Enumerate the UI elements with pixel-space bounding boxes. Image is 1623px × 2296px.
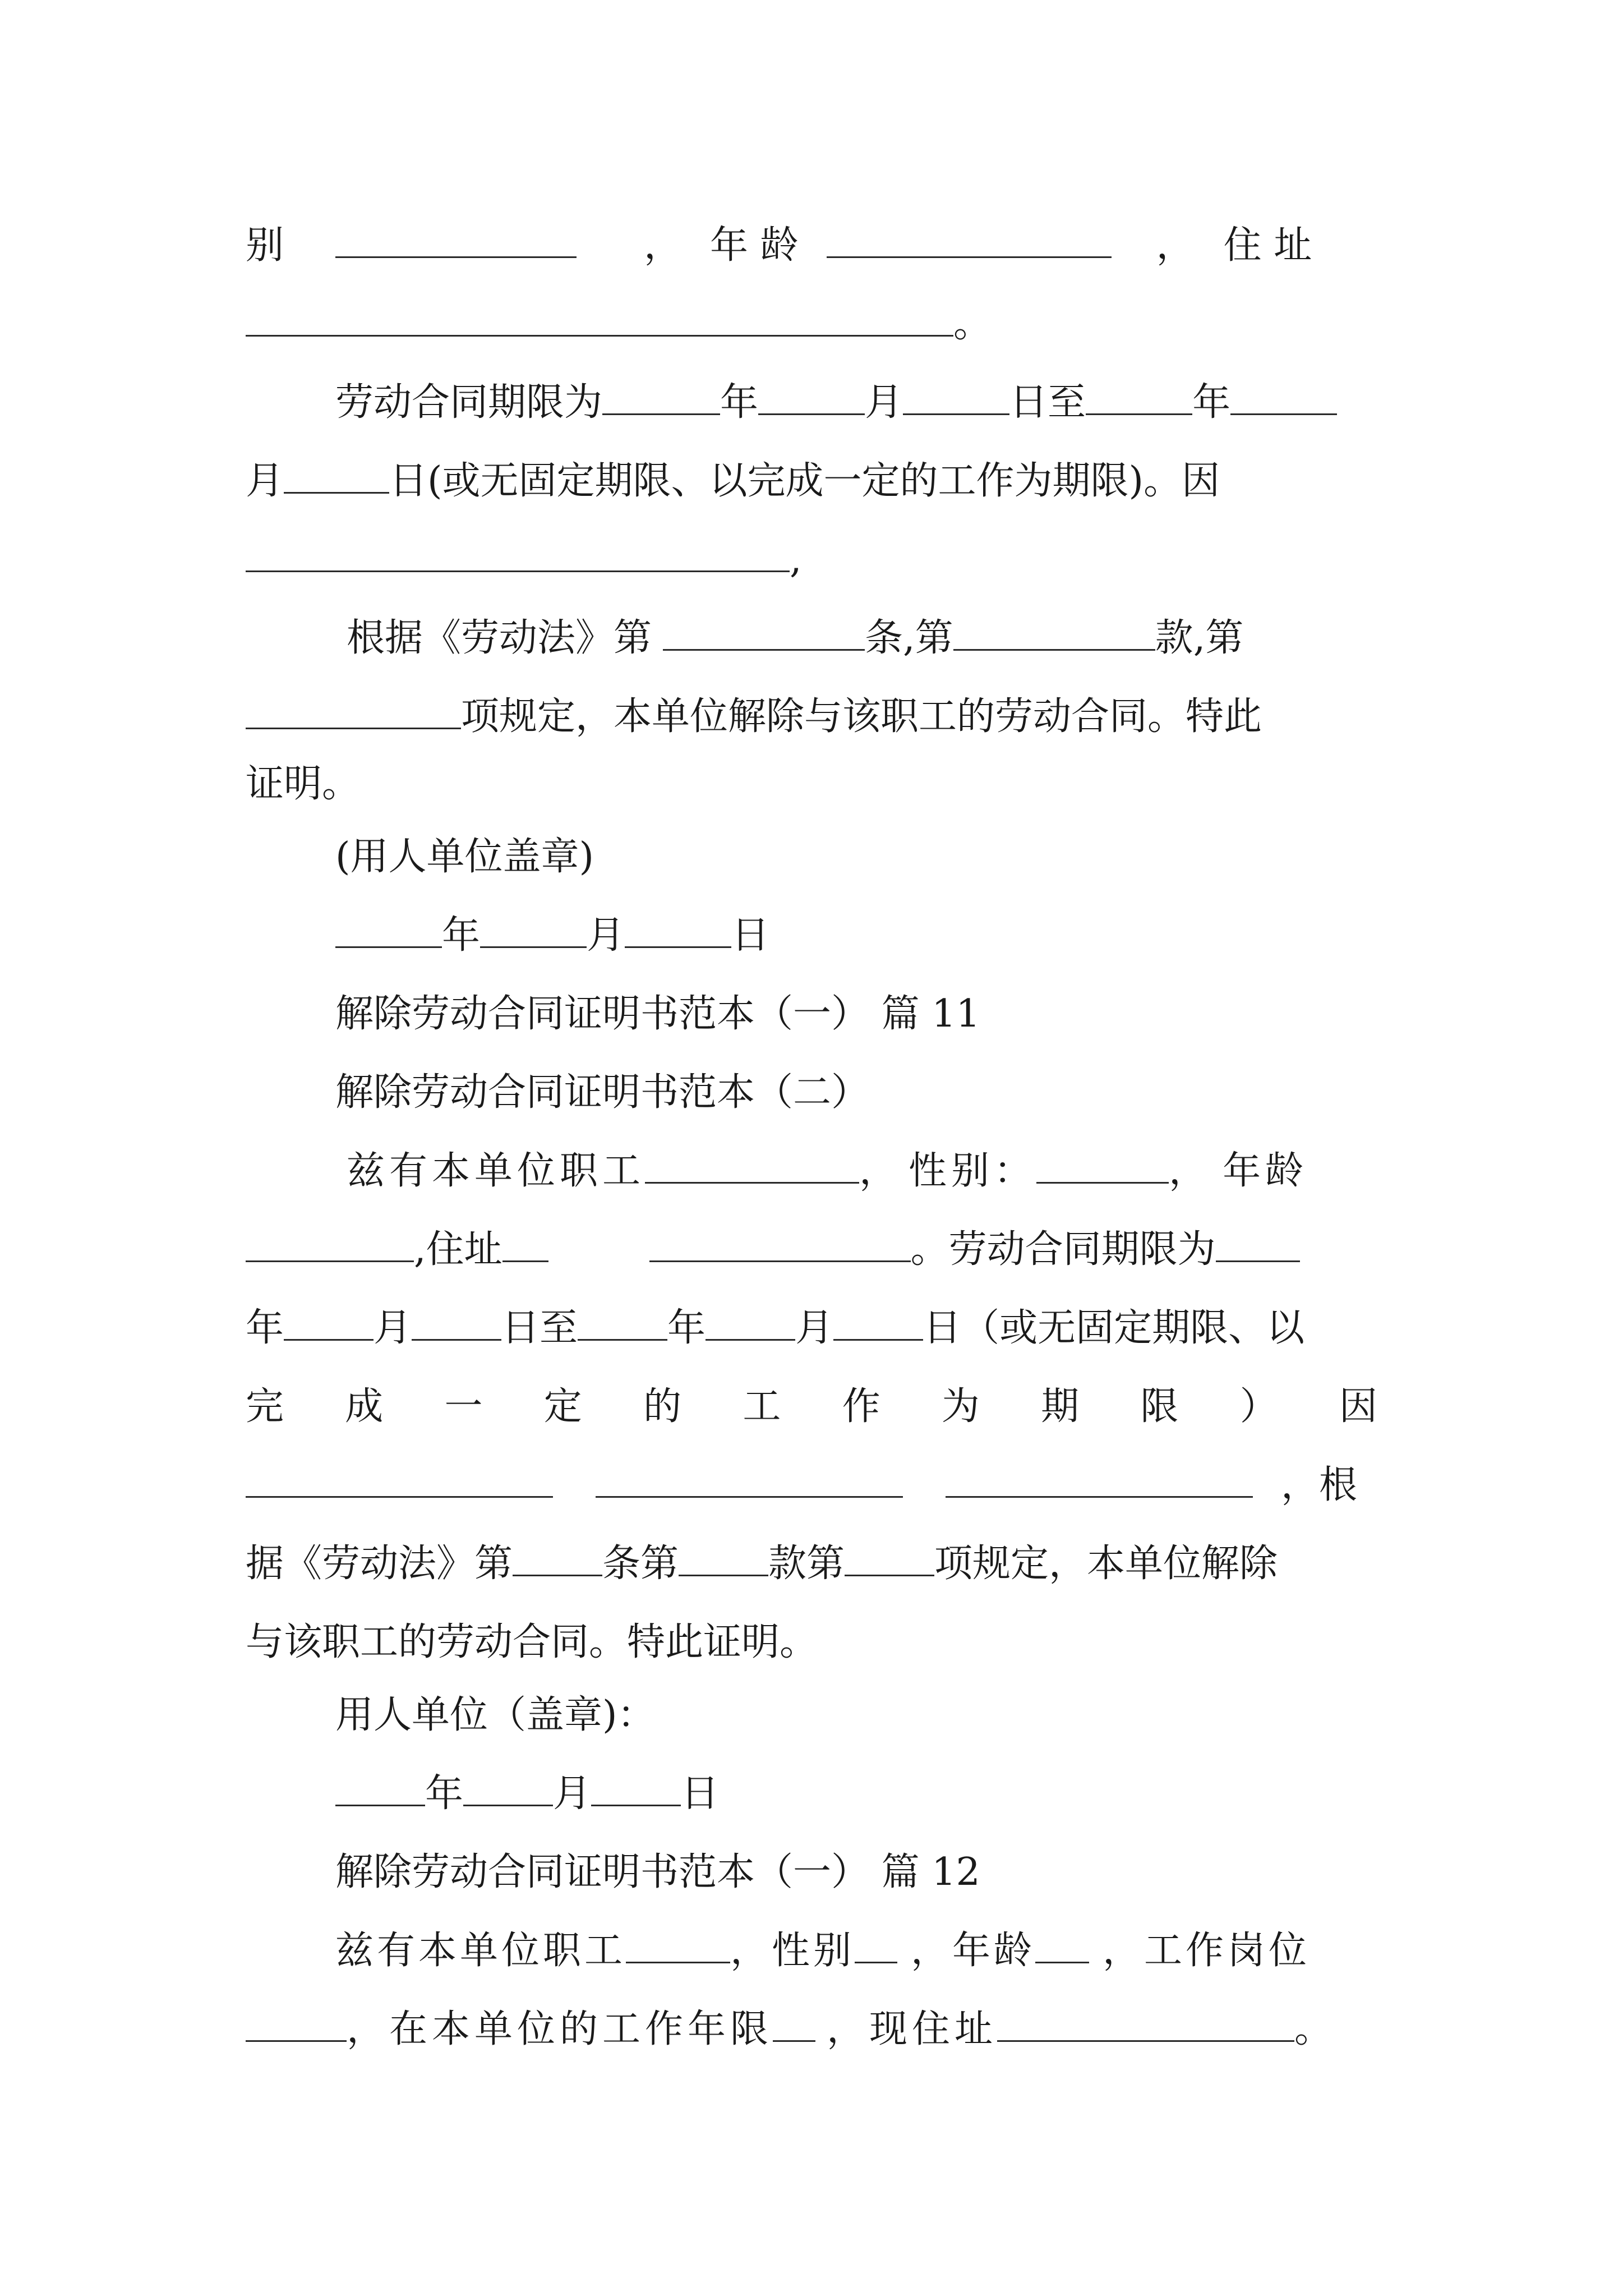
blank-start-year-2[interactable] xyxy=(1216,1225,1300,1262)
blank-date2-day[interactable] xyxy=(591,1769,681,1806)
char-yin: 因 xyxy=(1339,1384,1377,1429)
text-comma-en-2: , xyxy=(903,616,915,660)
char-wei: 为 xyxy=(941,1384,980,1429)
text-seal-1: (用人单位盖章) xyxy=(335,835,594,879)
blank-reason-2a[interactable] xyxy=(246,1460,553,1498)
blank-article-2[interactable] xyxy=(513,1539,602,1576)
text-xianzhuzhi: ，现住址 xyxy=(827,2007,998,2051)
blank-age-2[interactable] xyxy=(246,1225,414,1262)
text-nianling-2: ，年龄 xyxy=(911,1929,1036,1973)
text-tiao: 条 xyxy=(865,616,903,660)
line-law xyxy=(347,605,1243,672)
blank-start-month[interactable] xyxy=(758,378,865,415)
blank-gender-3[interactable] xyxy=(855,1926,897,1963)
line-certify-2 xyxy=(246,1609,818,1676)
blank-reason-2c[interactable] xyxy=(946,1460,1253,1498)
blank-address-3[interactable] xyxy=(997,2004,1294,2042)
char-cheng: 成 xyxy=(345,1384,384,1429)
text-qixian-wei: 。劳动合同期限为 xyxy=(910,1227,1216,1272)
text-gen: ，根 xyxy=(1281,1463,1358,1507)
text-nian-3: 年 xyxy=(442,913,481,958)
line-reason xyxy=(246,526,802,593)
line-item-rule xyxy=(246,683,1262,751)
line-date-2 xyxy=(335,1760,719,1828)
char-wan: 完 xyxy=(246,1384,284,1429)
line-seal-1 xyxy=(335,823,594,891)
text-period: 。 xyxy=(953,302,992,346)
line-term xyxy=(335,369,1337,436)
blank-address[interactable] xyxy=(246,299,953,337)
text-comma-en-4: , xyxy=(414,1227,426,1272)
char-paren-close: ） xyxy=(1239,1384,1278,1429)
line-heading-2 xyxy=(335,1059,869,1126)
text-di-2: 第 xyxy=(1205,616,1244,660)
text-nianling: 年龄 xyxy=(1223,1149,1308,1193)
char-gong: 工 xyxy=(743,1384,781,1429)
char-ding: 定 xyxy=(543,1384,582,1429)
text-according-law: 根据《劳动法》第 xyxy=(347,616,652,660)
text-nian: 年 xyxy=(720,380,759,425)
line-gender-age-address xyxy=(246,212,1312,279)
line-tenure-address xyxy=(246,1996,1337,2063)
blank-item[interactable] xyxy=(246,692,461,729)
blank-item-2[interactable] xyxy=(845,1539,934,1576)
line-certify xyxy=(246,751,360,818)
heading-12: 解除劳动合同证明书范本（一） 篇 12 xyxy=(335,1850,980,1894)
blank-employee-2[interactable] xyxy=(645,1146,859,1184)
text-kuan-di: 款第 xyxy=(768,1542,845,1586)
text-kuan: 款 xyxy=(1155,616,1193,660)
blank-date1-day[interactable] xyxy=(625,910,731,948)
blank-age[interactable] xyxy=(827,220,1112,258)
text-nian-5: 年 xyxy=(667,1306,706,1350)
blank-position-3[interactable] xyxy=(246,2004,347,2042)
text-comma-en: , xyxy=(790,537,802,582)
text-item-rule-2: 项规定，本单位解除 xyxy=(934,1542,1278,1586)
blank-end-month-2[interactable] xyxy=(706,1303,795,1341)
line-term-dates-2 xyxy=(246,1295,1304,1362)
text-yue-3: 月 xyxy=(587,913,625,958)
text-item-rule: 项规定，本单位解除与该职工的劳动合同。特此 xyxy=(461,694,1262,739)
text-xingbie-2: ，性别 xyxy=(730,1929,855,1973)
blank-end-year-2[interactable] xyxy=(578,1303,667,1341)
text-zhuzhi: 住址 xyxy=(426,1227,502,1272)
blank-date2-month[interactable] xyxy=(463,1769,553,1806)
line-reason-2 xyxy=(246,1452,1357,1519)
text-certify-2: 与该职工的劳动合同。特此证明。 xyxy=(246,1620,818,1664)
text-rizhi-2: 日至 xyxy=(501,1306,578,1350)
blank-article[interactable] xyxy=(663,613,865,651)
blank-start-day-2[interactable] xyxy=(412,1303,501,1341)
char-zuo: 作 xyxy=(842,1384,880,1429)
text-nian-6: 年 xyxy=(425,1772,464,1816)
text-comma-en-3: , xyxy=(1193,616,1206,660)
text-period-2: 。 xyxy=(1294,2007,1338,2051)
line-law-2 xyxy=(246,1530,1278,1598)
text-comma: ， xyxy=(644,223,683,268)
blank-start-day[interactable] xyxy=(903,378,1009,415)
text-certify: 证明。 xyxy=(246,762,361,806)
line-heading-11 xyxy=(335,981,980,1048)
blank-date1-month[interactable] xyxy=(480,910,587,948)
blank-address-2a[interactable] xyxy=(502,1225,548,1262)
text-nian-2: 年 xyxy=(1192,380,1231,425)
text-yue-4: 月 xyxy=(374,1306,412,1350)
blank-tenure-3[interactable] xyxy=(773,2004,815,2042)
text-term-prefix: 劳动合同期限为 xyxy=(335,380,603,425)
line-justified xyxy=(246,1373,1377,1441)
text-ri: 日 xyxy=(731,913,770,958)
text-age: 年 龄 xyxy=(710,223,799,268)
char-de: 的 xyxy=(643,1384,682,1429)
blank-clause-2[interactable] xyxy=(679,1539,768,1576)
char-xian: 限 xyxy=(1140,1384,1179,1429)
line-address-2 xyxy=(246,1216,1300,1283)
text-ju-law: 据《劳动法》第 xyxy=(246,1542,513,1586)
text-yue-6: 月 xyxy=(553,1772,592,1816)
char-yi: 一 xyxy=(444,1384,483,1429)
blank-end-day-2[interactable] xyxy=(833,1303,923,1341)
text-rizhi: 日至 xyxy=(1009,380,1086,425)
line-employee-2 xyxy=(347,1138,1308,1205)
text-yue-5: 月 xyxy=(795,1306,834,1350)
text-comma-4: ， xyxy=(1169,1149,1212,1193)
blank-end-year[interactable] xyxy=(1086,378,1192,415)
blank-date2-year[interactable] xyxy=(335,1769,425,1806)
text-bie: 别 xyxy=(246,223,284,268)
blank-reason[interactable] xyxy=(246,535,790,572)
text-nian-4: 年 xyxy=(246,1306,284,1350)
line-address-blank xyxy=(246,291,992,358)
text-yue: 月 xyxy=(865,380,903,425)
text-ri-huo: 日（或无固定期限、以 xyxy=(923,1306,1305,1350)
text-di: 第 xyxy=(915,616,953,660)
text-yue-2: 月 xyxy=(246,459,284,503)
line-seal-2 xyxy=(335,1682,656,1749)
text-gangwei: ，工作岗位 xyxy=(1103,1929,1311,1973)
line-term-2 xyxy=(246,448,1220,515)
line-employee-3 xyxy=(335,1917,1310,1985)
line-heading-12 xyxy=(335,1839,980,1906)
text-zi-you-2: 兹有本单位职工 xyxy=(335,1929,626,1973)
text-seal-2: 用人单位（盖章)： xyxy=(335,1693,656,1737)
heading-2: 解除劳动合同证明书范本（二） xyxy=(335,1070,870,1115)
text-tiao-di: 条第 xyxy=(602,1542,679,1586)
text-ri-2: 日 xyxy=(681,1772,720,1816)
text-zi-you: 兹有本单位职工 xyxy=(347,1149,645,1193)
blank-age-3[interactable] xyxy=(1035,1926,1089,1963)
heading-11: 解除劳动合同证明书范本（一） 篇 11 xyxy=(335,992,980,1036)
blank-end-month[interactable] xyxy=(1230,378,1337,415)
blank-end-day[interactable] xyxy=(284,456,389,494)
blank-reason-2b[interactable] xyxy=(596,1460,903,1498)
text-or-fixed: 日(或无固定期限、以完成一定的工作为期限)。因 xyxy=(389,459,1220,503)
blank-gender-2[interactable] xyxy=(1036,1146,1169,1184)
text-comma-2: ， xyxy=(1156,223,1195,268)
blank-start-month-2[interactable] xyxy=(284,1303,374,1341)
char-qi: 期 xyxy=(1041,1384,1080,1429)
blank-employee-3[interactable] xyxy=(626,1926,730,1963)
line-date-1 xyxy=(335,902,769,969)
text-xingbie: 性别： xyxy=(909,1149,1037,1193)
blank-start-year[interactable] xyxy=(602,378,720,415)
text-nianxian: ，在本单位的工作年限 xyxy=(347,2007,773,2051)
text-comma-3: ， xyxy=(859,1149,902,1193)
blank-clause[interactable] xyxy=(953,613,1155,651)
blank-date1-year[interactable] xyxy=(335,910,442,948)
text-address: 住 址 xyxy=(1223,223,1312,268)
blank-address-2b[interactable] xyxy=(649,1225,911,1262)
blank-gender[interactable] xyxy=(335,220,577,258)
